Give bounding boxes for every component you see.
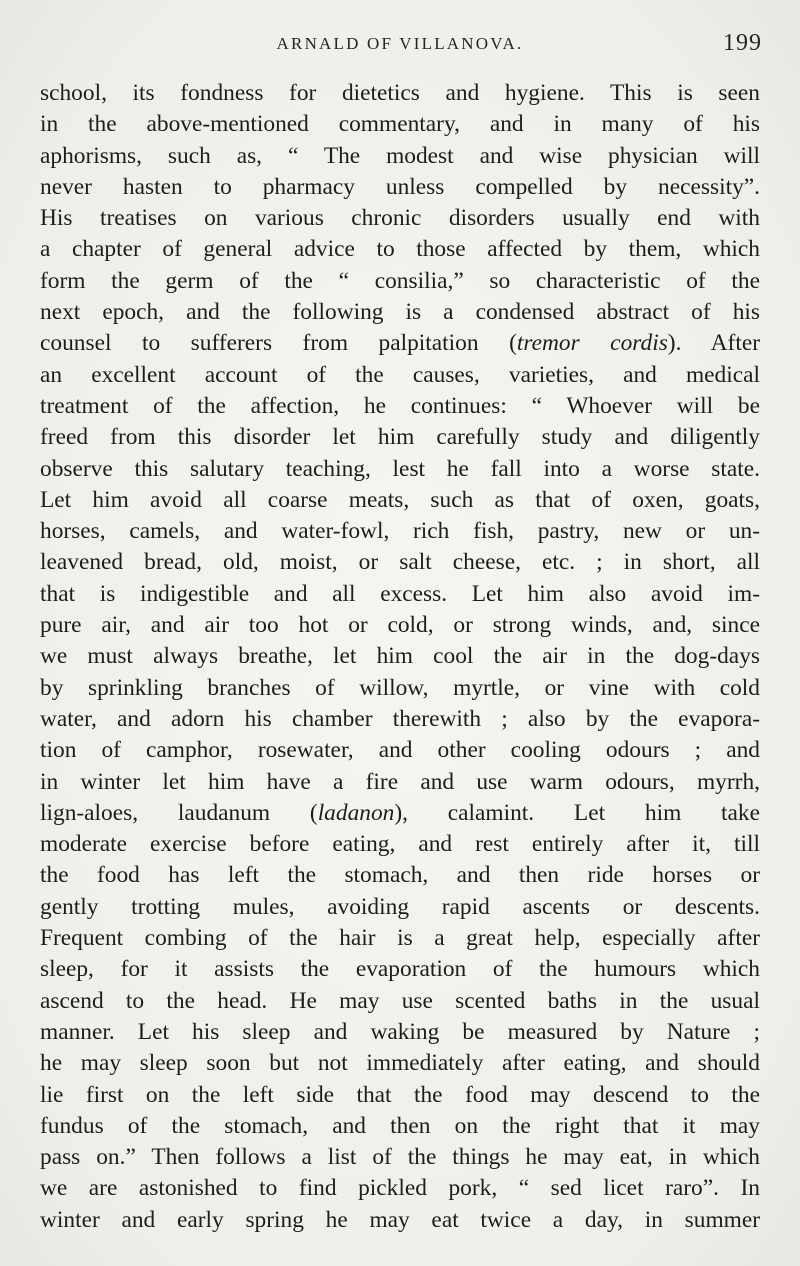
text-line: form the germ of the “ consilia,” so characteristic of the	[40, 267, 760, 294]
text-line: by sprinkling branches of willow, myrtle, or vine with cold	[40, 674, 760, 701]
text-line: pure air, and air too hot or cold, or strong winds, and, since	[40, 612, 760, 639]
text-line: next epoch, and the following is a condensed abstract of his	[40, 299, 760, 326]
body-text	[40, 78, 760, 1236]
text-line: aphorisms, such as, “ The modest and wise physician will	[40, 142, 760, 169]
page-header	[0, 30, 800, 60]
text-line: tion of camphor, rosewater, and other cooling odours ; and	[40, 737, 760, 764]
text-line: in the above-mentioned commentary, and in many of his	[40, 111, 760, 138]
text-line: Frequent combing of the hair is a great help, especially after	[40, 925, 760, 952]
italic-term: ladanon	[317, 799, 395, 826]
text-line: fundus of the stomach, and then on the right that it may	[40, 1112, 760, 1139]
text-line: that is indigestible and all excess. Let him also avoid im-	[40, 580, 760, 607]
text-line: we must always breathe, let him cool the air in the dog-days	[40, 643, 760, 670]
text-line: sleep, for it assists the evaporation of the humours which	[40, 956, 760, 983]
text-line: an excellent account of the causes, varieties, and medical	[40, 361, 760, 388]
text-line: school, its fondness for dietetics and hygiene. This is seen	[40, 80, 760, 106]
text-line: water, and adorn his chamber therewith ; also by the evapora-	[40, 705, 760, 732]
text-line: gently trotting mules, avoiding rapid ascents or descents.	[40, 893, 760, 920]
text-line: moderate exercise before eating, and rest entirely after it, till	[40, 831, 760, 858]
text-line: ascend to the head. He may use scented baths in the usual	[40, 987, 760, 1014]
text-line: he may sleep soon but not immediately after eating, and should	[40, 1050, 760, 1077]
italic-term: tremor cordis	[516, 330, 668, 357]
text-line: we are astonished to find pickled pork, “ sed licet raro”. In	[40, 1175, 760, 1202]
text-line: winter and early spring he may eat twice a day, in summer	[40, 1206, 760, 1233]
text-line: the food has left the stomach, and then ride horses or	[40, 862, 760, 889]
text-line: Let him avoid all coarse meats, such as that of oxen, goats,	[40, 486, 760, 513]
text-line: freed from this disorder let him carefully study and diligently	[40, 424, 760, 451]
text-line-with-italic: counsel to sufferers from palpitation (tremor cordis). After	[40, 330, 760, 357]
text-line: leavened bread, old, moist, or salt cheese, etc. ; in short, all	[40, 549, 760, 576]
text-line: manner. Let his sleep and waking be measured by Nature ;	[40, 1018, 760, 1045]
running-head: ARNALD OF VILLANOVA.	[276, 34, 524, 53]
text-line: in winter let him have a fire and use warm odours, myrrh,	[40, 768, 760, 795]
text-line: pass on.” Then follows a list of the things he may eat, in which	[40, 1144, 760, 1171]
text-line: His treatises on various chronic disorders usually end with	[40, 205, 760, 232]
text-line: a chapter of general advice to those affected by them, which	[40, 236, 760, 263]
text-line: never hasten to pharmacy unless compelled by necessity”.	[40, 173, 760, 200]
text-line: horses, camels, and water-fowl, rich fish, pastry, new or un-	[40, 518, 760, 545]
text-line: lie first on the left side that the food may descend to the	[40, 1081, 760, 1108]
text-line-with-italic: lign-aloes, laudanum (ladanon), calamint. Let him take	[40, 799, 761, 826]
page-number: 199	[723, 30, 762, 56]
text-line: treatment of the affection, he continues: “ Whoever will be	[40, 392, 760, 419]
text-line: observe this salutary teaching, lest he fall into a worse state.	[40, 455, 760, 482]
